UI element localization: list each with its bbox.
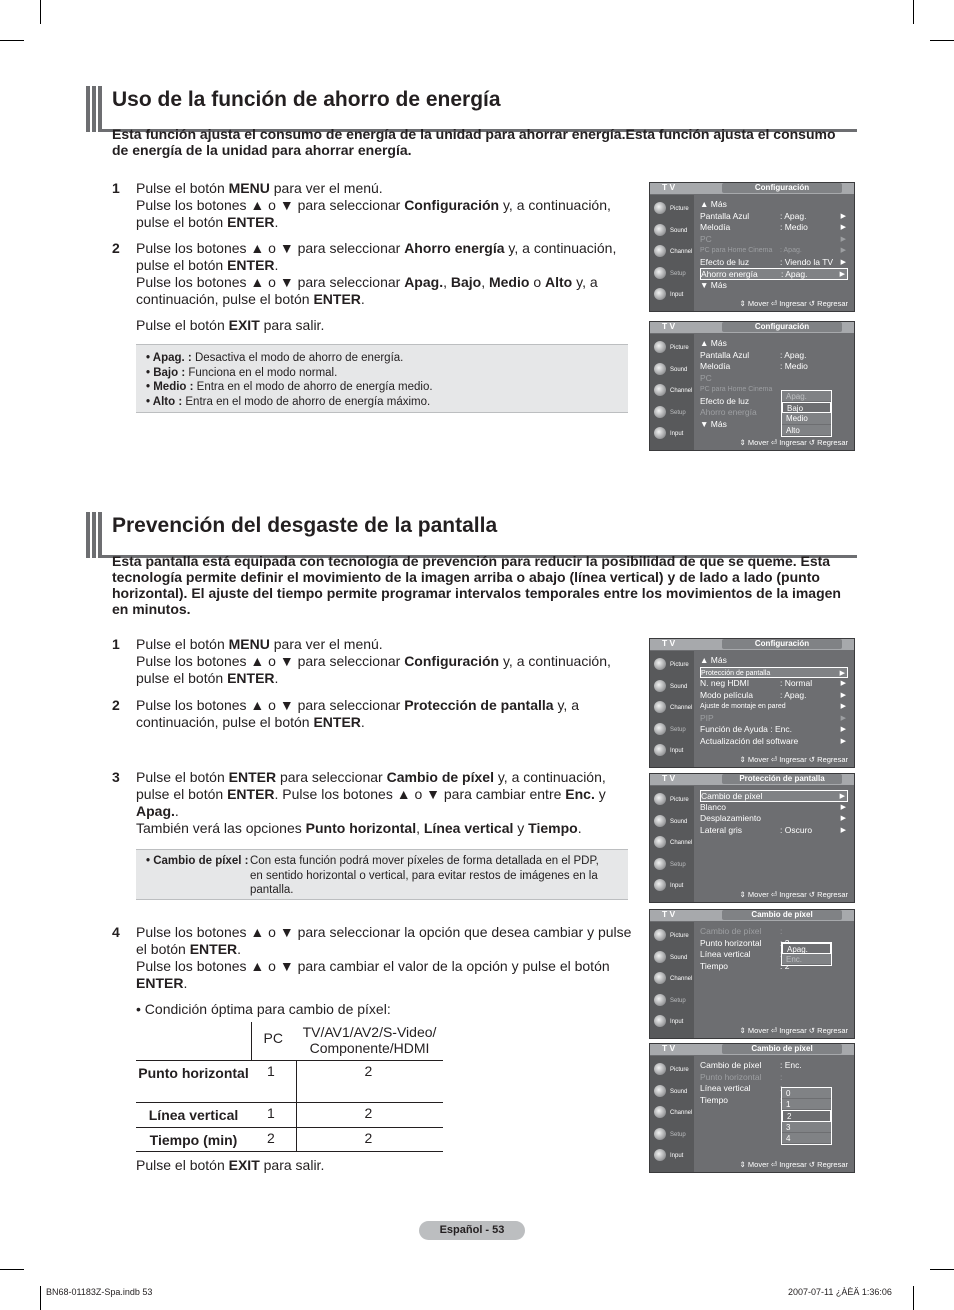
menu-row: PIP ▶ — [700, 712, 846, 723]
menu-title: Configuración — [722, 322, 842, 332]
dropdown-option: Apag. — [782, 391, 831, 402]
side-item-picture: Picture — [652, 655, 692, 675]
crop-mark — [930, 1269, 954, 1270]
side-item-picture: Picture — [652, 926, 692, 946]
picture-icon — [654, 1063, 666, 1075]
menu-footer-hints: ⇕ Mover ⏎ Ingresar ↺ Regresar — [739, 755, 848, 764]
side-item-channel: Channel — [652, 698, 692, 718]
dropdown-option: 1 — [782, 1099, 831, 1110]
channel-icon — [654, 701, 666, 713]
tv-label: T V — [662, 1043, 676, 1053]
side-item-sound: Sound — [652, 1082, 692, 1102]
side-item-setup: Setup — [652, 403, 692, 423]
menu-row: PC ▶ — [700, 233, 846, 244]
menu-row: Cambio de píxel : — [700, 926, 783, 936]
arrow-right-icon: ▶ — [840, 247, 846, 254]
tv-label: T V — [662, 773, 676, 783]
crop-mark — [40, 0, 41, 24]
exit-instruction: Pulse el botón EXIT para salir. — [136, 317, 325, 333]
arrow-right-icon: ▶ — [840, 737, 846, 745]
dropdown-option: Bajo — [782, 402, 831, 413]
menu-row: Tiempo — [700, 1094, 729, 1105]
page-number-badge: Español - 53 — [419, 1221, 525, 1240]
menu-footer-hints: ⇕ Mover ⏎ Ingresar ↺ Regresar — [739, 299, 848, 308]
dropdown-option: Alto — [782, 425, 831, 436]
crop-mark — [913, 0, 914, 24]
dropdown-option: Medio — [782, 413, 831, 424]
menu-row: Modo película : Apag. ▶ — [700, 689, 846, 700]
side-item-picture: Picture — [652, 338, 692, 358]
tv-menu-screen — [649, 909, 855, 1039]
side-item-picture: Picture — [652, 790, 692, 810]
section-intro: Esta pantalla está equipada con tecnología de prevención para reducir la posibilidad de que se queme. Esta tecnología permite definir el movimiento de la imagen arriba o abajo (línea vertical) y de lado a lado (punto horizontal). El ajuste del tiempo permite programar intervalos temporales entre los movimientos de la imagen en minutos. — [112, 553, 841, 617]
side-item-setup: Setup — [652, 720, 692, 740]
picture-icon — [654, 341, 666, 353]
side-item-setup: Setup — [652, 1125, 692, 1145]
side-item-channel: Channel — [652, 969, 692, 989]
menu-row: Melodía : Medio ▶ — [700, 222, 846, 232]
menu-row: Blanco ▶ — [700, 801, 846, 812]
side-item-sound: Sound — [652, 948, 692, 968]
menu-row: Protección de pantalla ▶ — [700, 667, 848, 679]
menu-row: PC para Home Cinema : Apag. ▶ — [700, 247, 846, 254]
menu-row: Ajuste de montaje en pared ▶ — [700, 703, 846, 710]
menu-row: N. neg HDMI : Normal ▶ — [700, 678, 846, 688]
picture-icon — [654, 793, 666, 805]
note-box-energy — [136, 344, 628, 413]
arrow-right-icon: ▶ — [840, 803, 846, 811]
menu-title: Cambio de píxel — [722, 1044, 842, 1054]
menu-row: ▼ Más — [700, 418, 727, 429]
side-item-sound: Sound — [652, 221, 692, 241]
crop-mark — [0, 1269, 24, 1270]
condition-text: • Condición óptima para cambio de píxel: — [136, 1001, 391, 1017]
tv-menu-screen — [649, 773, 855, 903]
note-item: • Medio : Entra en el modo de ahorro de energía medio. — [146, 381, 433, 393]
menu-row: Línea vertical — [700, 949, 751, 959]
arrow-right-icon: ▶ — [839, 793, 845, 800]
side-item-input: Input — [652, 424, 692, 444]
channel-icon — [654, 1106, 666, 1118]
menu-row: ▲ Más — [700, 338, 727, 348]
menu-footer-hints: ⇕ Mover ⏎ Ingresar ↺ Regresar — [739, 438, 848, 447]
note-box-pixel: • Cambio de píxel : Con esta función podrá mover píxeles de forma detallada en el PDP, en sentido horizontal o vertical, para evitar restos de imágenes en la pantalla. — [136, 849, 628, 900]
menu-row: ▲ Más — [700, 199, 727, 209]
dropdown-option: Apag. — [782, 943, 831, 954]
dropdown-option: Enc. — [782, 954, 831, 965]
arrow-right-icon: ▶ — [839, 271, 845, 278]
dropdown-option: 3 — [782, 1122, 831, 1133]
channel-icon — [654, 836, 666, 848]
menu-title: Protección de pantalla — [722, 774, 842, 784]
menu-row: Ahorro energía — [700, 407, 757, 417]
file-info: BN68-01183Z-Spa.indb 53 — [46, 1287, 153, 1297]
menu-row: Efecto de luz — [700, 395, 750, 406]
arrow-right-icon: ▶ — [840, 224, 846, 231]
setup-icon — [654, 858, 666, 870]
side-item-sound: Sound — [652, 812, 692, 832]
arrow-right-icon: ▶ — [840, 726, 846, 733]
arrow-right-icon: ▶ — [840, 680, 846, 687]
setup-icon — [654, 723, 666, 735]
menu-row: Ahorro energía : Apag. ▶ — [700, 268, 848, 280]
tv-menu-screen — [649, 1043, 855, 1173]
note-item: • Bajo : Funciona en el modo normal. — [146, 366, 338, 379]
side-item-input: Input — [652, 1012, 692, 1032]
sound-icon — [654, 363, 666, 375]
setup-icon — [654, 1128, 666, 1140]
side-item-sound: Sound — [652, 677, 692, 697]
sound-icon — [654, 951, 666, 963]
tv-menu-screen — [649, 321, 855, 451]
picture-icon — [654, 202, 666, 214]
section-title: Uso de la función de ahorro de energía — [112, 88, 501, 111]
arrow-right-icon: ▶ — [840, 235, 846, 243]
input-icon — [654, 288, 666, 300]
crop-mark — [913, 1286, 914, 1310]
menu-row: Línea vertical — [700, 1083, 751, 1093]
sound-icon — [654, 680, 666, 692]
menu-row: Cambio de píxel : Enc. — [700, 1060, 802, 1070]
picture-icon — [654, 658, 666, 670]
picture-icon — [654, 929, 666, 941]
menu-row: Función de Ayuda : Enc. ▶ — [700, 724, 846, 734]
option-dropdown — [781, 942, 832, 966]
dropdown-option: 4 — [782, 1133, 831, 1144]
menu-row: ▼ Más — [700, 279, 727, 290]
menu-row: Lateral gris : Oscuro ▶ — [700, 824, 846, 835]
menu-row: Efecto de luz : Viendo la TV ▶ — [700, 256, 846, 267]
dropdown-option: 2 — [782, 1110, 831, 1121]
channel-icon — [654, 384, 666, 396]
menu-row: Actualización del software ▶ — [700, 735, 846, 746]
input-icon — [654, 879, 666, 891]
menu-title: Cambio de píxel — [722, 910, 842, 920]
tv-menu-screen — [649, 638, 855, 768]
input-icon — [654, 1149, 666, 1161]
side-item-setup: Setup — [652, 855, 692, 875]
menu-title: Configuración — [722, 183, 842, 193]
menu-footer-hints: ⇕ Mover ⏎ Ingresar ↺ Regresar — [739, 890, 848, 899]
side-item-input: Input — [652, 1146, 692, 1166]
arrow-right-icon: ▶ — [840, 815, 846, 822]
menu-footer-hints: ⇕ Mover ⏎ Ingresar ↺ Regresar — [739, 1160, 848, 1169]
menu-row: Pantalla Azul : Apag. — [700, 349, 807, 360]
sound-icon — [654, 815, 666, 827]
crop-mark — [0, 40, 24, 41]
side-item-setup: Setup — [652, 264, 692, 284]
setup-icon — [654, 406, 666, 418]
menu-row: Melodía : Medio — [700, 361, 808, 371]
section-intro: Esta función ajusta el consumo de energía de la unidad para ahorrar energía.Esta función ajusta el consumo de energía de la unidad para ahorrar energía. — [112, 126, 836, 158]
menu-footer-hints: ⇕ Mover ⏎ Ingresar ↺ Regresar — [739, 1026, 848, 1035]
input-icon — [654, 1015, 666, 1027]
arrow-right-icon: ▶ — [840, 212, 846, 220]
menu-row: Tiempo — [700, 960, 729, 971]
side-item-sound: Sound — [652, 360, 692, 380]
side-item-input: Input — [652, 876, 692, 896]
tv-label: T V — [662, 909, 676, 919]
section-header-burn — [86, 512, 857, 558]
menu-row: PC — [700, 372, 712, 383]
menu-row: PC para Home Cinema — [700, 386, 773, 393]
option-dropdown — [781, 390, 832, 437]
arrow-right-icon: ▶ — [840, 714, 846, 722]
arrow-right-icon: ▶ — [839, 669, 845, 677]
arrow-right-icon: ▶ — [840, 691, 846, 699]
exit-instruction: Pulse el botón EXIT para salir. — [136, 1157, 325, 1173]
side-item-channel: Channel — [652, 242, 692, 262]
setup-icon — [654, 994, 666, 1006]
menu-row: Punto horizontal : — [700, 1071, 783, 1082]
channel-icon — [654, 245, 666, 257]
arrow-right-icon: ▶ — [840, 826, 846, 834]
input-icon — [654, 427, 666, 439]
menu-row: Punto horizontal — [700, 937, 762, 948]
menu-title: Configuración — [722, 639, 842, 649]
menu-row: ▲ Más — [700, 655, 727, 665]
setup-icon — [654, 267, 666, 279]
crop-mark — [930, 40, 954, 41]
side-item-setup: Setup — [652, 991, 692, 1011]
tv-menu-screen — [649, 182, 855, 312]
crop-mark — [40, 1286, 41, 1310]
menu-row: Cambio de píxel ▶ — [700, 790, 848, 802]
tv-label: T V — [662, 182, 676, 192]
option-dropdown — [781, 1087, 832, 1145]
optimal-condition-table: PC TV/AV1/AV2/S-Video/ Componente/HDMI Punto horizontal 1 2 Línea vertical 1 2 Tiempo (min) 2 2 — [136, 1022, 443, 1152]
section-title: Prevención del desgaste de la pantalla — [112, 514, 498, 537]
side-item-channel: Channel — [652, 833, 692, 853]
side-item-channel: Channel — [652, 1103, 692, 1123]
channel-icon — [654, 972, 666, 984]
side-item-picture: Picture — [652, 199, 692, 219]
side-item-channel: Channel — [652, 381, 692, 401]
sound-icon — [654, 1085, 666, 1097]
tv-label: T V — [662, 321, 676, 331]
arrow-right-icon: ▶ — [840, 703, 846, 710]
side-item-input: Input — [652, 741, 692, 761]
note-item: • Apag. : Desactiva el modo de ahorro de energía. — [146, 352, 404, 364]
note-item: • Alto : Entra en el modo de ahorro de energía máximo. — [146, 395, 431, 408]
menu-row: Desplazamiento ▶ — [700, 813, 846, 823]
sound-icon — [654, 224, 666, 236]
print-date: 2007-07-11 ¿ÀÈÄ 1:36:06 — [788, 1287, 892, 1297]
input-icon — [654, 744, 666, 756]
side-item-picture: Picture — [652, 1060, 692, 1080]
side-item-input: Input — [652, 285, 692, 305]
arrow-right-icon: ▶ — [840, 258, 846, 266]
tv-label: T V — [662, 638, 676, 648]
menu-row: Pantalla Azul : Apag. ▶ — [700, 210, 846, 221]
dropdown-option: 0 — [782, 1088, 831, 1099]
